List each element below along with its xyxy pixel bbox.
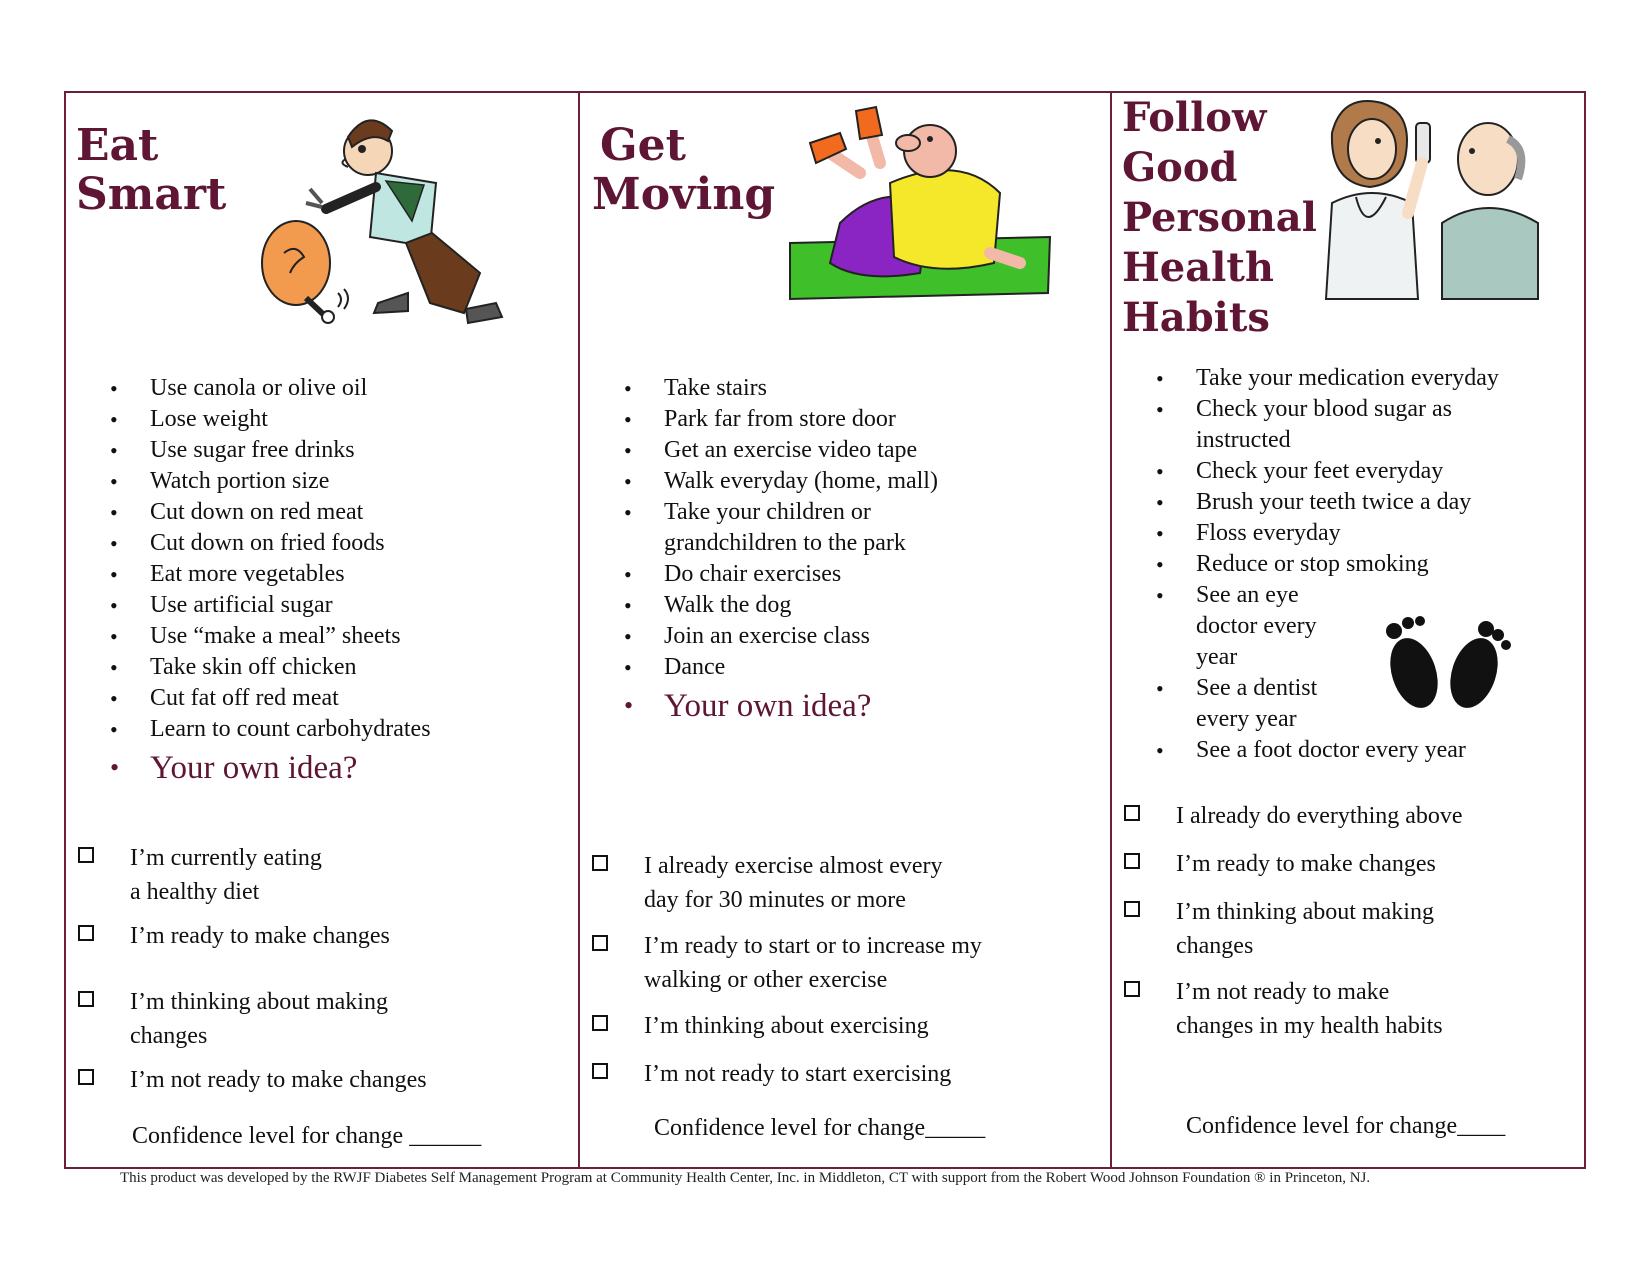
list-item: • Cut down on fried foods (110, 528, 560, 559)
list-item: • Join an exercise class (624, 621, 1094, 652)
list-item: • Get an exercise video tape (624, 435, 1094, 466)
list-item: • Learn to count carbohydrates (110, 714, 560, 745)
option-label: I’m currently eating (130, 845, 322, 871)
check-option-currently-healthy[interactable] (78, 841, 568, 909)
man-chasing-drumstick-icon (236, 103, 536, 343)
title-line: Personal (1122, 194, 1317, 241)
list-item: • See a dentist every year (1156, 673, 1356, 735)
check-option-ready-to-start[interactable] (592, 929, 1102, 997)
option-label-line2: changes (130, 1023, 208, 1049)
option-label: I already do everything above (1176, 803, 1463, 829)
check-option-not-ready[interactable] (592, 1057, 1102, 1091)
list-item: • Cut fat off red meat (110, 683, 560, 714)
list-item: • Use “make a meal” sheets (110, 621, 560, 652)
title-line: Habits (1122, 294, 1270, 341)
option-label-line2: changes in my health habits (1176, 1013, 1443, 1039)
list-item: • Use canola or olive oil (110, 373, 560, 404)
list-item: • Brush your teeth twice a day (1156, 487, 1576, 518)
checkbox[interactable] (78, 991, 94, 1007)
list-item: • Take your children or grandchildren to the park (624, 497, 954, 559)
eat-smart-checklist (78, 841, 568, 1097)
title-line: Get (600, 120, 686, 171)
get-moving-title (592, 121, 775, 220)
list-item: • See an eye doctor every year (1156, 580, 1356, 673)
list-item: • Do chair exercises (624, 559, 1094, 590)
check-option-already-exercise[interactable] (592, 849, 1102, 917)
title-line: Eat (76, 120, 159, 171)
list-item: • Lose weight (110, 404, 560, 435)
column-health-habits (1112, 93, 1584, 1167)
checkbox[interactable] (78, 847, 94, 863)
option-label: I’m not ready to make changes (130, 1067, 427, 1093)
list-item: • Cut down on red meat (110, 497, 560, 528)
checkbox[interactable] (78, 1069, 94, 1085)
health-habits-title (1122, 93, 1317, 343)
list-item: • Take skin off chicken (110, 652, 560, 683)
checkbox[interactable] (1124, 981, 1140, 997)
check-option-thinking[interactable] (1124, 895, 1574, 963)
footprints-icon (1374, 611, 1514, 721)
own-idea-item: • Your own idea? (624, 683, 1094, 729)
title-line: Good (1122, 144, 1238, 191)
option-label: I’m ready to make changes (1176, 851, 1436, 877)
list-item: • Use artificial sugar (110, 590, 560, 621)
check-option-thinking[interactable] (78, 985, 568, 1053)
check-option-thinking[interactable] (592, 1009, 1102, 1043)
list-item: • See a foot doctor every year (1156, 735, 1576, 766)
option-label: I’m thinking about making (130, 989, 388, 1015)
list-item: • Walk the dog (624, 590, 1094, 621)
confidence-level-field[interactable]: Confidence level for change ______ (132, 1123, 482, 1149)
checkbox[interactable] (592, 855, 608, 871)
confidence-level-field[interactable]: Confidence level for change_____ (654, 1115, 986, 1141)
option-label: I’m ready to make changes (130, 923, 390, 949)
title-line: Moving (592, 169, 776, 221)
title-line: Smart (76, 169, 227, 221)
list-item: • Check your blood sugar as instructed (1156, 394, 1486, 456)
checkbox[interactable] (78, 925, 94, 941)
doctor-and-patient-icon (1312, 93, 1542, 303)
list-item: • Check your feet everyday (1156, 456, 1576, 487)
option-label-line2: day for 30 minutes or more (644, 887, 906, 913)
checkbox[interactable] (592, 1063, 608, 1079)
option-label: I’m thinking about making (1176, 899, 1434, 925)
list-item: • Eat more vegetables (110, 559, 560, 590)
list-item: • Floss everyday (1156, 518, 1576, 549)
list-item: • Walk everyday (home, mall) (624, 466, 1094, 497)
check-option-ready[interactable] (1124, 847, 1574, 881)
checkbox[interactable] (1124, 901, 1140, 917)
get-moving-tips-list (624, 373, 1094, 729)
checkbox[interactable] (1124, 853, 1140, 869)
footer-credit: This product was developed by the RWJF Diabetes Self Management Program at Community Health Center, Inc. in Middleton, CT with support from the Robert Wood Johnson Foundation ® in Princeton, NJ. (120, 1170, 1371, 1186)
column-eat-smart (66, 93, 580, 1167)
option-label-line2: a healthy diet (130, 879, 260, 905)
eat-smart-tips-list (110, 373, 560, 791)
title-line: Health (1122, 244, 1274, 291)
handout-sheet (64, 91, 1586, 1169)
own-idea-item: • Your own idea? (110, 745, 560, 791)
check-option-already-do[interactable] (1124, 799, 1574, 833)
confidence-level-field[interactable]: Confidence level for change____ (1186, 1113, 1506, 1139)
option-label: I’m not ready to make (1176, 979, 1390, 1005)
checkbox[interactable] (592, 1015, 608, 1031)
option-label: I’m thinking about exercising (644, 1013, 929, 1039)
list-item: • Take stairs (624, 373, 1094, 404)
health-habits-checklist (1124, 799, 1574, 1043)
list-item: • Use sugar free drinks (110, 435, 560, 466)
eat-smart-title (76, 121, 226, 220)
list-item: • Park far from store door (624, 404, 1094, 435)
option-label-line2: walking or other exercise (644, 967, 888, 993)
check-option-not-ready[interactable] (1124, 975, 1574, 1043)
get-moving-checklist (592, 849, 1102, 1091)
check-option-ready[interactable] (78, 919, 568, 953)
option-label: I’m not ready to start exercising (644, 1061, 952, 1087)
person-exercising-on-mat-icon (780, 103, 1070, 303)
list-item: • Reduce or stop smoking (1156, 549, 1576, 580)
list-item: • Watch portion size (110, 466, 560, 497)
option-label: I’m ready to start or to increase my (644, 933, 982, 959)
list-item: • Take your medication everyday (1156, 363, 1576, 394)
title-line: Follow (1122, 94, 1267, 141)
list-item: • Dance (624, 652, 1094, 683)
checkbox[interactable] (1124, 805, 1140, 821)
column-get-moving (580, 93, 1112, 1167)
option-label: I already exercise almost every (644, 853, 943, 879)
checkbox[interactable] (592, 935, 608, 951)
check-option-not-ready[interactable] (78, 1063, 568, 1097)
option-label-line2: changes (1176, 933, 1254, 959)
